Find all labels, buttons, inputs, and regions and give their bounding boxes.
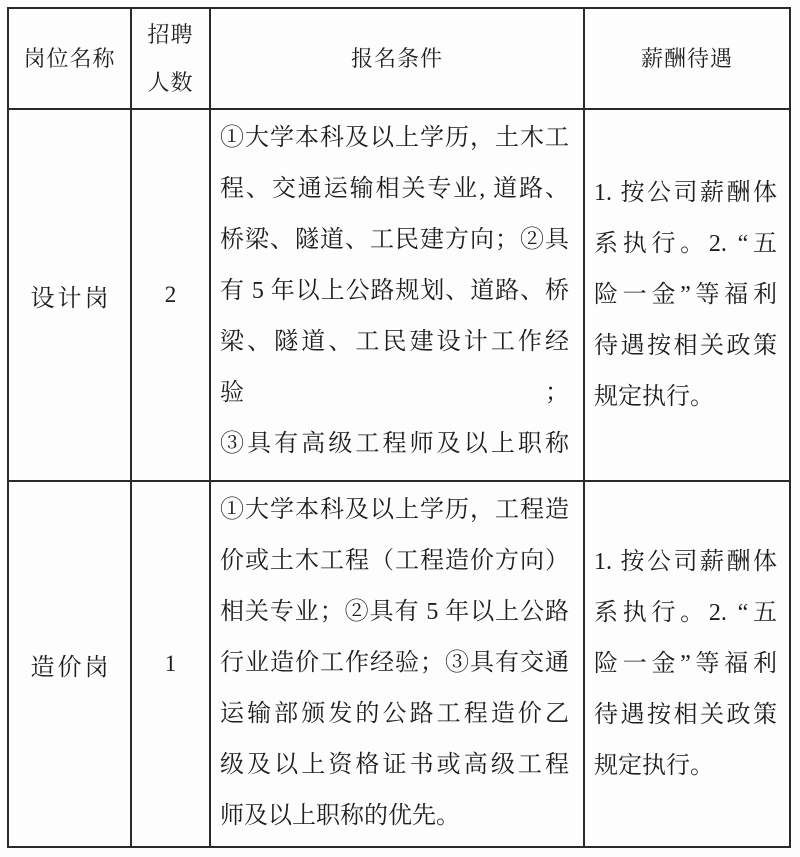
- header-conditions: 报名条件: [211, 9, 585, 110]
- header-position-name: 岗位名称: [9, 9, 132, 110]
- headcount-cell-cost: 1: [132, 482, 211, 846]
- salary-text: 1. 按公司薪酬体 系执行。2. “五 险一金”等福利 待遇按相关政策 规定执行。: [594, 548, 777, 779]
- position-cell-cost: 造价岗: [9, 482, 132, 846]
- recruitment-table: [7, 7, 791, 848]
- position-cell-design: 设计岗: [9, 110, 132, 482]
- headcount-cell-design: 2: [132, 110, 211, 482]
- conditions-cell-design: [211, 110, 585, 482]
- conditions-cell-cost: [211, 482, 585, 846]
- conditions-text: ①大学本科及以上学历，工程造 价或土木工程（工程造价方向） 相关专业；②具有 5 年以上公路 行业造价工作经验；③具有交通 运输部颁发的公路工程造价乙 级及以上资格证书或高级工程 师及以上职称的优先。: [220, 497, 569, 829]
- salary-cell-cost: [585, 482, 789, 846]
- salary-text: 1. 按公司薪酬体 系执行。2. “五 险一金”等福利 待遇按相关政策 规定执行。: [594, 179, 777, 410]
- header-salary: 薪酬待遇: [585, 9, 789, 110]
- header-headcount: 招聘 人数: [132, 9, 211, 110]
- salary-cell-design: [585, 110, 789, 482]
- conditions-text: ①大学本科及以上学历，土木工 程、交通运输相关专业, 道路、 桥梁、隧道、工民建方向；②具 有 5 年以上公路规划、道路、桥 梁、隧道、工民建设计工作经验； ③具有高级工程师及以上职称: [220, 125, 569, 457]
